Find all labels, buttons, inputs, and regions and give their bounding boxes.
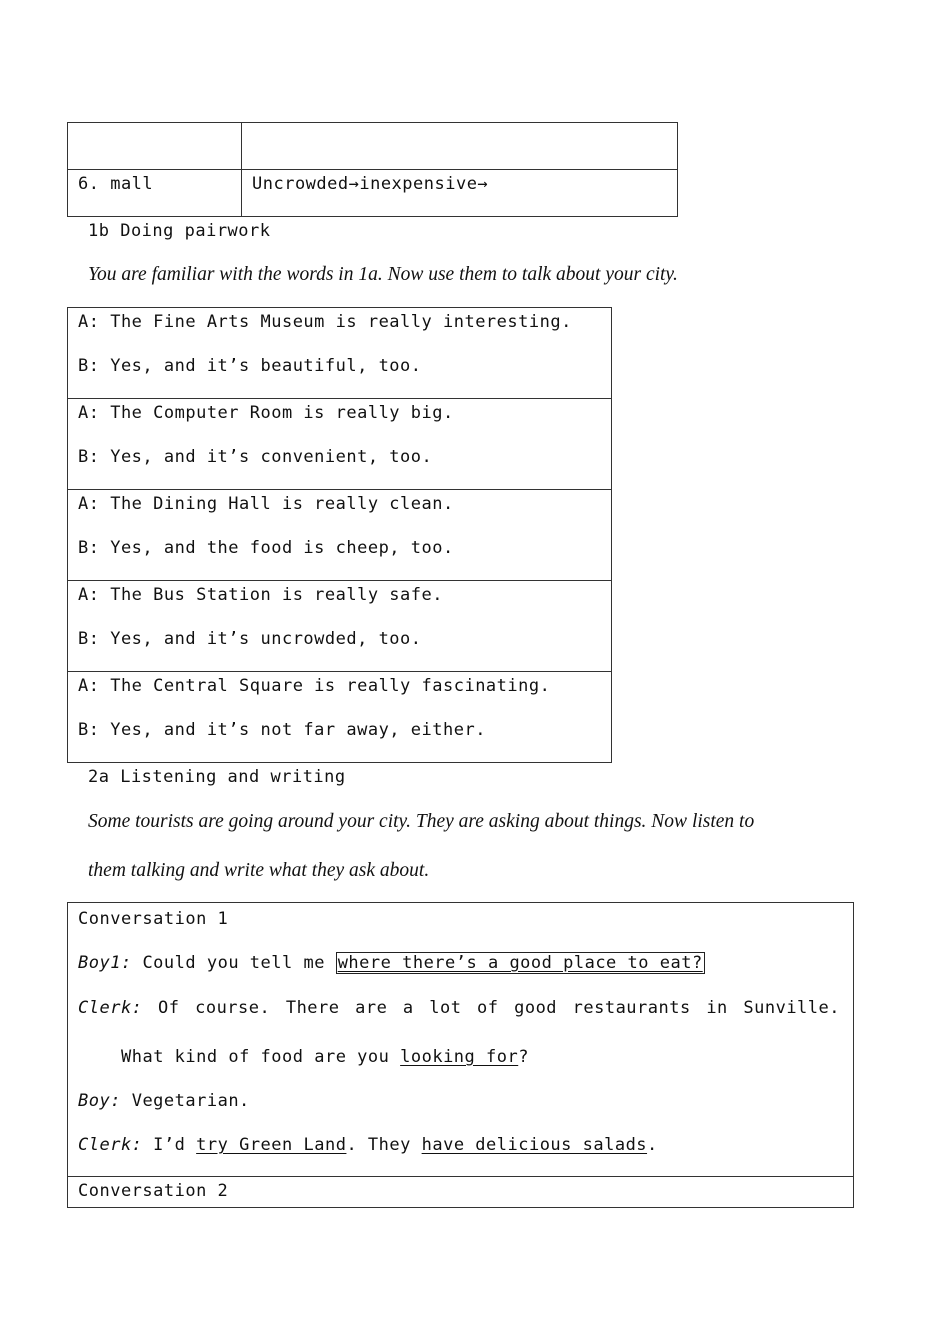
table-cell-word: 6. mall [68,170,242,217]
pairwork-table [67,307,612,763]
conversation-table [67,902,854,1208]
clerk1-line [78,998,840,1018]
answer-looking-for: looking for [400,1047,519,1067]
clerk1-text: Of course. There are a lot of good restaurants in Sunville. [158,998,840,1018]
section-1b-heading: 1b Doing pairwork [88,221,271,241]
table-row [68,1177,854,1208]
boy-text: Vegetarian. [131,1091,250,1111]
question-mark: ? [518,1047,529,1067]
conversation-2-title: Conversation 2 [78,1181,229,1201]
table-row [68,672,612,763]
boy1-line [78,953,705,973]
table-cell-chain [242,123,678,170]
dialogue-cell: A: The Dining Hall is really clean. B: Yes, and the food is cheep, too. [68,490,612,581]
answer-where-to-eat: where there’s a good place to eat? [337,953,703,973]
section-2a-instruction-line1: Some tourists are going around your city. They are asking about things. Now listen to [88,811,755,832]
table-row [68,308,612,399]
boy1-text: Could you tell me [142,953,325,973]
table-row [68,399,612,490]
dialogue-cell: A: The Central Square is really fascinating. B: Yes, and it’s not far away, either. [68,672,612,763]
dialogue-cell: A: The Fine Arts Museum is really interesting. B: Yes, and it’s beautiful, too. [68,308,612,399]
answer-try-green-land: try Green Land [196,1135,347,1155]
table-row [68,903,854,1177]
clerk2-prefix: I’d [153,1135,186,1155]
clerk1-cont-text: What kind of food are you [121,1047,390,1067]
speaker-label: Boy1: [78,953,132,973]
clerk1-continuation [121,1047,529,1067]
table-cell-word [68,123,242,170]
conversation-1-cell [68,903,854,1177]
table-row [68,123,678,170]
answer-delicious-salads: have delicious salads [421,1135,648,1155]
vocabulary-table [67,122,678,217]
clerk2-line [78,1135,658,1155]
table-row [68,490,612,581]
boy-line [78,1091,250,1111]
speaker-label: Clerk: [78,1135,143,1155]
conversation-1-title: Conversation 1 [78,909,229,929]
section-2a-instruction-line2: them talking and write what they ask about. [88,860,430,881]
clerk2-mid: . They [346,1135,411,1155]
section-2a-heading: 2a Listening and writing [88,767,346,787]
table-row [68,170,678,217]
section-1b-instruction: You are familiar with the words in 1a. Now use them to talk about your city. [88,264,678,285]
dialogue-cell: A: The Bus Station is really safe. B: Yes, and it’s uncrowded, too. [68,581,612,672]
dialogue-cell: A: The Computer Room is really big. B: Yes, and it’s convenient, too. [68,399,612,490]
speaker-label: Clerk: [78,998,143,1018]
table-row [68,581,612,672]
table-cell-chain: Uncrowded→inexpensive→ [242,170,678,217]
clerk2-suffix: . [647,1135,658,1155]
conversation-2-cell [68,1177,854,1208]
speaker-label: Boy: [78,1091,121,1111]
